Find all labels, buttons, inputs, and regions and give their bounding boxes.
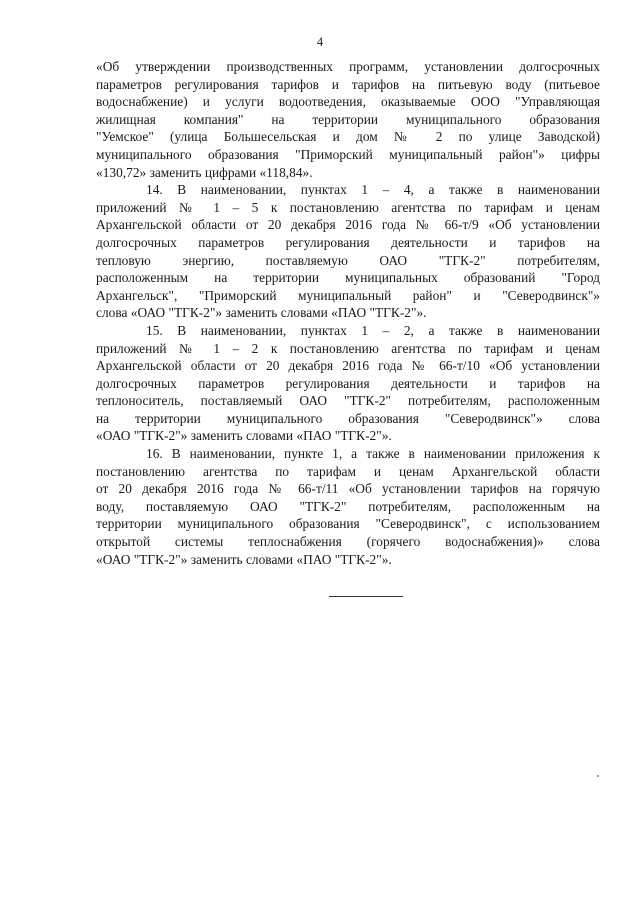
text-line: слова «ОАО "ТГК-2"» заменить словами «ПАО "ТГК-2"». <box>96 305 427 321</box>
text-line: теплоноситель, поставляемый ОАО "ТГК-2" потребителям, расположенным <box>96 393 600 409</box>
text-line: расположенным на территории муниципальных образований "Город <box>96 270 600 286</box>
text-line: от 20 декабря 2016 года № 66-т/11 «Об установлении тарифов на горячую <box>96 481 600 497</box>
text-line: "Уемское" (улица Большесельская и дом № 2 по улице Заводской) <box>96 129 600 145</box>
text-line: водоснабжение) и услуги водоотведения, оказываемые ООО "Управляющая <box>96 94 600 110</box>
text-line: Архангельской области от 20 декабря 2016 года № 66-т/10 «Об установлении <box>96 358 600 374</box>
paragraph-continuation <box>96 58 600 181</box>
text-line: долгосрочных параметров регулирования деятельности и тарифов на <box>96 375 600 391</box>
page-number: 4 <box>316 35 324 49</box>
text-line: на территории муниципального образования "Северодвинск"» слова <box>96 410 600 426</box>
text-line: приложений № 1 – 5 к постановлению агентства по тарифам и ценам <box>96 199 600 215</box>
paragraph-item-14 <box>96 181 600 322</box>
text-line: «ОАО "ТГК-2"» заменить словами «ПАО "ТГК-2"». <box>96 551 392 567</box>
text-line: 15. В наименовании, пунктах 1 – 2, а также в наименовании <box>146 322 600 338</box>
paragraph-item-16 <box>96 445 600 568</box>
text-line: тепловую энергию, поставляемую ОАО "ТГК-2" потребителям, <box>96 252 600 268</box>
text-line: территории муниципального образования "Северодвинск", с использованием <box>96 516 600 532</box>
text-line: «130,72» заменить цифрами «118,84». <box>96 164 313 180</box>
text-line: 14. В наименовании, пунктах 1 – 4, а также в наименовании <box>146 182 600 198</box>
paragraph-item-15 <box>96 322 600 445</box>
text-line: Архангельск", "Приморский муниципальный район" и "Северодвинск"» <box>96 287 600 303</box>
scan-speck <box>597 775 599 777</box>
text-line: открытой системы теплоснабжения (горячего водоснабжения)» слова <box>96 534 600 550</box>
text-line: муниципального образования "Приморский муниципальный район"» цифры <box>96 146 600 162</box>
text-line: «Об утверждении производственных программ, установлении долгосрочных <box>96 59 600 74</box>
text-line: постановлению агентства по тарифам и ценам Архангельской области <box>96 463 600 479</box>
text-line: «ОАО "ТГК-2"» заменить словами «ПАО "ТГК-2"». <box>96 428 392 444</box>
text-line: 16. В наименовании, пункте 1, а также в наименовании приложения к <box>146 446 600 462</box>
document-body <box>96 58 600 568</box>
text-line: долгосрочных параметров регулирования деятельности и тарифов на <box>96 234 600 250</box>
text-line: параметров регулирования тарифов и тарифов на питьевую воду (питьевое <box>96 76 600 92</box>
text-line: воду, поставляемую ОАО "ТГК-2" потребителям, расположенным на <box>96 498 600 514</box>
text-line: Архангельской области от 20 декабря 2016 года № 66-т/9 «Об установлении <box>96 217 600 233</box>
text-line: жилищная компания" на территории муниципального образования <box>96 111 600 127</box>
end-of-document-rule <box>329 596 403 597</box>
text-line: приложений № 1 – 2 к постановлению агентства по тарифам и ценам <box>96 340 600 356</box>
